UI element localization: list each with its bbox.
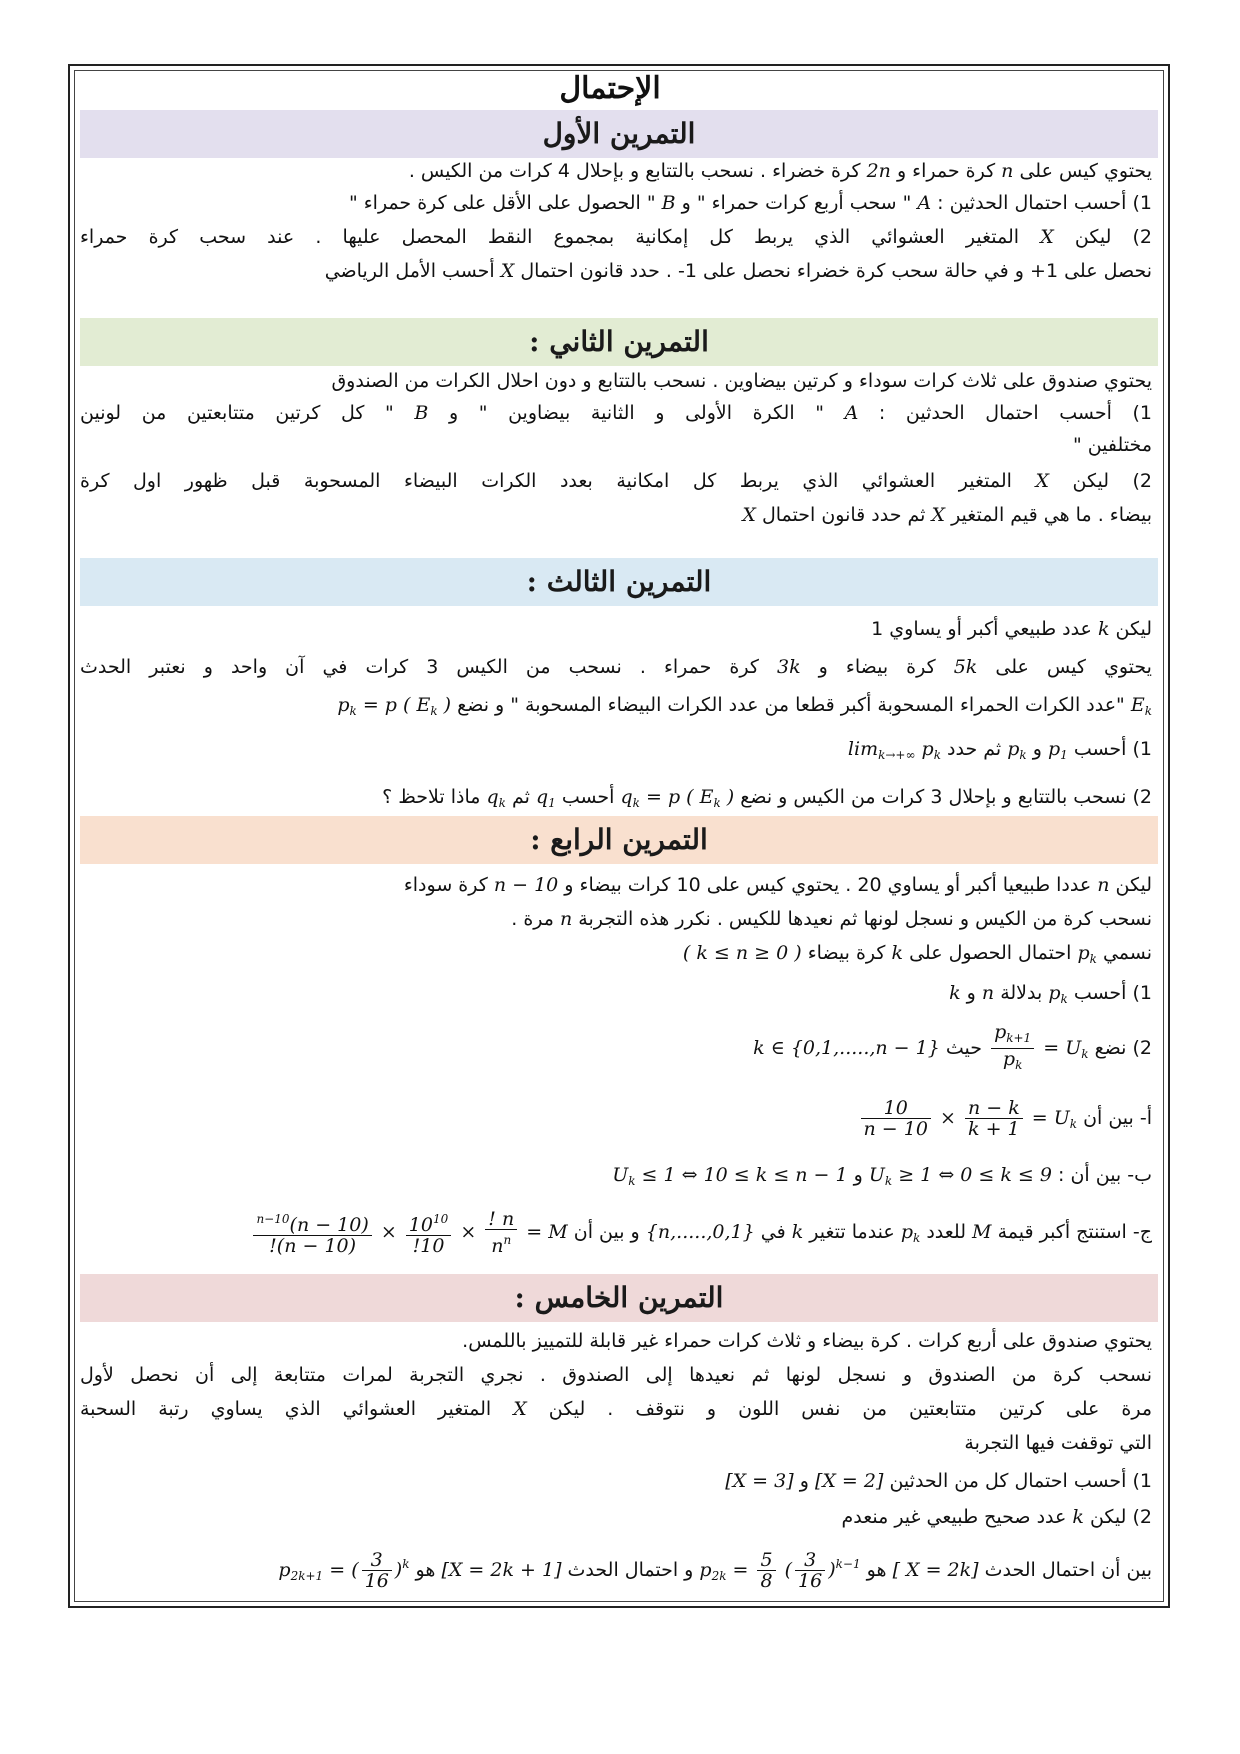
ex4-line-3: نسمي $p_k$ احتمال الحصول على k كرة بيضاء ( 0 ≤ k ≤ n ) xyxy=(682,942,1152,966)
ex4-question-2a: أ- بين أن $U_k$ = $\frac{n - k}{k + 1}$ × $\frac{10}{n - 10}$ xyxy=(80,1088,1152,1148)
ex3-line-2: يحتوي كيس على 5k كرة بيضاء و 3k كرة حمراء . نسحب من الكيس 3 كرات في آن واحد و نعتبر الحدث xyxy=(80,656,1152,678)
ex4-question-2b: ب- بين أن : $U_k \ge 1$ ⇔ 0 ≤ k ≤ 9 و $U_k \le 1$ ⇔ 10 ≤ k ≤ n − 1 xyxy=(612,1164,1152,1188)
ex5-question-1: 1) أحسب احتمال كل من الحدثين [X = 2] و [X = 3] xyxy=(725,1470,1152,1492)
ex1-line-1: يحتوي كيس على n كرة حمراء و 2n كرة خضراء . نسحب بالتتابع و بإحلال 4 كرات من الكيس . xyxy=(408,160,1152,182)
exercise-5-header: التمرين الخامس : xyxy=(80,1274,1158,1322)
ex2-question-2-cont: بيضاء . ما هي قيم المتغير X ثم حدد قانون احتمال X xyxy=(742,504,1152,526)
ex1-question-2: 2) ليكن X المتغير العشوائي الذي يربط كل إمكانية بمجموع النقط المحصل عليها . عند سحب كرة حمراء xyxy=(80,226,1152,248)
ex5-line-3: مرة على كرتين متتابعتين من نفس اللون و نتوقف . ليكن X المتغير العشوائي الذي يساوي رتبة السحبة xyxy=(80,1398,1152,1420)
ex4-line-1: ليكن n عددا طبيعيا أكبر أو يساوي 20 . يحتوي كيس على 10 كرات بيضاء و n − 10 كرة سوداء xyxy=(403,874,1152,896)
ex4-question-1: 1) أحسب $p_k$ بدلالة n و k xyxy=(949,982,1152,1006)
exercise-2-header: التمرين الثاني : xyxy=(80,318,1158,366)
exercise-1-header: التمرين الأول xyxy=(80,110,1158,158)
ex5-question-2: 2) ليكن k عدد صحيح طبيعي غير منعدم xyxy=(841,1506,1152,1528)
ex2-question-1: 1) أحسب احتمال الحدثين : A " الكرة الأولى و الثانية بيضاوين " و B " كل كرتين متتابعتين من لونين xyxy=(80,402,1152,424)
ex5-question-3: بين أن احتمال الحدث [X = 2k ] هو $p_{2k}$ = $\frac{5}{8}$ ( $\frac{3}{16}$ )$^{k-1}$ و احتمال الحدث [X = 2k + 1] هو $p_{2k+1}$ = ( $\frac{3}{16}$ )$^k$ xyxy=(278,1549,1152,1592)
page-title: الإحتمال xyxy=(559,71,661,106)
ex4-line-2: نسحب كرة من الكيس و نسجل لونها ثم نعيدها للكيس . نكرر هذه التجربة n مرة . xyxy=(511,908,1152,930)
ex3-question-1: 1) أحسب $p_1$ و $p_k$ ثم حدد $\lim_{k\to+\infty} p_k$ xyxy=(847,738,1152,762)
ex3-question-2: 2) نسحب بالتتابع و بإحلال 3 كرات من الكيس و نضع $q_k = p$ ( $E_k$ ) أحسب $q_1$ ثم $q_k$ ماذا تلاحظ ؟ xyxy=(382,786,1152,810)
ex3-line-1: ليكن k عدد طبيعي أكبر أو يساوي 1 xyxy=(871,618,1152,640)
exercise-4-header: التمرين الرابع : xyxy=(80,816,1158,864)
ex2-question-2: 2) ليكن X المتغير العشوائي الذي يربط كل امكانية بعدد الكرات البيضاء المسحوبة قبل ظهور اول كرة xyxy=(80,470,1152,492)
ex4-question-2: 2) نضع $U_k$ = $\frac{p_{k+1}}{p_k}$ حيث k ∈ {0,1,.....,n − 1} xyxy=(753,1021,1152,1072)
ex1-question-2-cont: نحصل على 1+ و في حالة سحب كرة خضراء نحصل على 1- . حدد قانون احتمال X أحسب الأمل الرياضي xyxy=(324,260,1152,282)
exercise-3-header: التمرين الثالث : xyxy=(80,558,1158,606)
ex5-line-2: نسحب كرة من الصندوق و نسجل لونها ثم نعيدها إلى الصندوق . نجري التجربة لمرات متتابعة إلى أن نحصل لأول xyxy=(80,1364,1152,1386)
ex5-line-4: التي توقفت فيها التجربة xyxy=(964,1432,1152,1454)
ex3-line-3: $E_k$ "عدد الكرات الحمراء المسحوبة أكبر قطعا من عدد الكرات البيضاء المسحوبة " و نضع $p_k = p$ ( $E_k$ ) xyxy=(337,694,1152,718)
ex4-question-2c: ج- استنتج أكبر قيمة M للعدد $p_k$ عندما تتغير k في {0,1,.....,n} و بين أن M = $\frac{n !}{n^n}$ × $\frac{10^{10}}{10!}$ × $\frac{(n - 10)^{n-10}}{(n - 10)!}$ xyxy=(80,1198,1152,1266)
ex5-line-1: يحتوي صندوق على أربع كرات . كرة بيضاء و ثلاث كرات حمراء غير قابلة للتمييز باللمس. xyxy=(462,1330,1152,1352)
ex1-question-1: 1) أحسب احتمال الحدثين : A " سحب أربع كرات حمراء " و B " الحصول على الأقل على كرة حمراء " xyxy=(348,192,1152,214)
ex2-line-1: يحتوي صندوق على ثلاث كرات سوداء و كرتين بيضاوين . نسحب بالتتابع و دون احلال الكرات من الصندوق xyxy=(331,370,1152,392)
ex2-question-1-cont: مختلفين " xyxy=(1072,434,1152,456)
